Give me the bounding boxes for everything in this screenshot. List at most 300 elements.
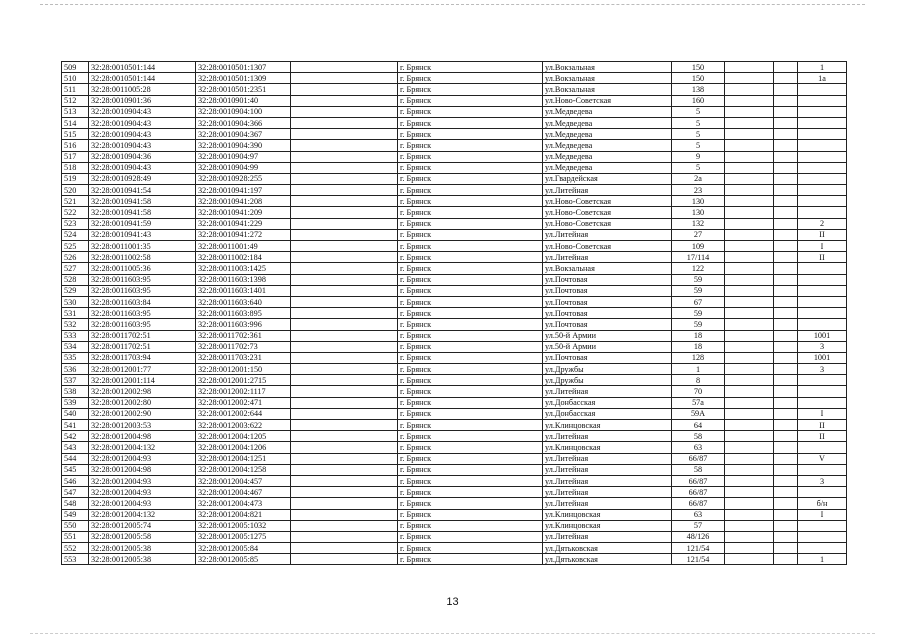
city-cell: г. Брянск	[398, 62, 543, 73]
building-cadastral-number-cell: 32:28:0010904:367	[196, 129, 291, 140]
row-number-cell: 524	[62, 229, 89, 240]
table-row	[62, 263, 847, 274]
land-cadastral-number-cell: 32:28:0012001:77	[89, 364, 196, 375]
building-cadastral-number-cell: 32:28:0010904:390	[196, 140, 291, 151]
row-number-cell: 550	[62, 520, 89, 531]
building-column-cell	[725, 185, 774, 196]
blank-column-cell	[291, 129, 398, 140]
extra-column-cell	[774, 364, 798, 375]
apartment-cell	[798, 285, 847, 296]
apartment-cell	[798, 375, 847, 386]
building-cadastral-number-cell: 32:28:0012001:150	[196, 364, 291, 375]
house-number-cell: 59	[672, 285, 725, 296]
apartment-cell: 1	[798, 62, 847, 73]
extra-column-cell	[774, 162, 798, 173]
apartment-cell: 3	[798, 364, 847, 375]
apartment-cell	[798, 151, 847, 162]
row-number-cell: 537	[62, 375, 89, 386]
blank-column-cell	[291, 420, 398, 431]
building-column-cell	[725, 73, 774, 84]
apartment-cell	[798, 129, 847, 140]
city-cell: г. Брянск	[398, 397, 543, 408]
land-cadastral-number-cell: 32:28:0012004:98	[89, 464, 196, 475]
extra-column-cell	[774, 129, 798, 140]
city-cell: г. Брянск	[398, 352, 543, 363]
land-cadastral-number-cell: 32:28:0012002:80	[89, 397, 196, 408]
street-cell: ул.Ново-Советская	[543, 95, 672, 106]
table-row	[62, 543, 847, 554]
street-cell: ул.Литейная	[543, 464, 672, 475]
building-column-cell	[725, 420, 774, 431]
house-number-cell: 2а	[672, 173, 725, 184]
street-cell: ул.Медведева	[543, 129, 672, 140]
extra-column-cell	[774, 453, 798, 464]
row-number-cell: 513	[62, 106, 89, 117]
extra-column-cell	[774, 554, 798, 565]
extra-column-cell	[774, 464, 798, 475]
row-number-cell: 531	[62, 308, 89, 319]
apartment-cell	[798, 464, 847, 475]
extra-column-cell	[774, 285, 798, 296]
table-row	[62, 196, 847, 207]
building-cadastral-number-cell: 32:28:0012005:85	[196, 554, 291, 565]
house-number-cell: 5	[672, 162, 725, 173]
extra-column-cell	[774, 241, 798, 252]
extra-column-cell	[774, 84, 798, 95]
blank-column-cell	[291, 218, 398, 229]
apartment-cell	[798, 308, 847, 319]
building-column-cell	[725, 520, 774, 531]
city-cell: г. Брянск	[398, 431, 543, 442]
table-row	[62, 498, 847, 509]
building-column-cell	[725, 442, 774, 453]
apartment-cell: 1001	[798, 330, 847, 341]
extra-column-cell	[774, 475, 798, 486]
building-cadastral-number-cell: 32:28:0010941:209	[196, 207, 291, 218]
land-cadastral-number-cell: 32:28:0010941:58	[89, 207, 196, 218]
city-cell: г. Брянск	[398, 308, 543, 319]
blank-column-cell	[291, 308, 398, 319]
table-row	[62, 84, 847, 95]
city-cell: г. Брянск	[398, 420, 543, 431]
street-cell: ул.Дружбы	[543, 364, 672, 375]
blank-column-cell	[291, 487, 398, 498]
land-cadastral-number-cell: 32:28:0010941:58	[89, 196, 196, 207]
city-cell: г. Брянск	[398, 252, 543, 263]
extra-column-cell	[774, 341, 798, 352]
blank-column-cell	[291, 106, 398, 117]
table-row	[62, 296, 847, 307]
blank-column-cell	[291, 364, 398, 375]
house-number-cell: 18	[672, 330, 725, 341]
blank-column-cell	[291, 408, 398, 419]
row-number-cell: 536	[62, 364, 89, 375]
house-number-cell: 66/87	[672, 453, 725, 464]
house-number-cell: 130	[672, 207, 725, 218]
street-cell: ул.Почтовая	[543, 285, 672, 296]
house-number-cell: 138	[672, 84, 725, 95]
street-cell: ул.Литейная	[543, 453, 672, 464]
street-cell: ул.50-й Армии	[543, 341, 672, 352]
table-row	[62, 95, 847, 106]
apartment-cell	[798, 173, 847, 184]
land-cadastral-number-cell: 32:28:0010501:144	[89, 73, 196, 84]
blank-column-cell	[291, 453, 398, 464]
row-number-cell: 522	[62, 207, 89, 218]
street-cell: ул.Клинцовская	[543, 509, 672, 520]
apartment-cell: б/н	[798, 498, 847, 509]
land-cadastral-number-cell: 32:28:0011703:94	[89, 352, 196, 363]
street-cell: ул.Вокзальная	[543, 62, 672, 73]
blank-column-cell	[291, 140, 398, 151]
street-cell: ул.Медведева	[543, 140, 672, 151]
city-cell: г. Брянск	[398, 151, 543, 162]
table-row	[62, 475, 847, 486]
table-row	[62, 420, 847, 431]
apartment-cell: 1001	[798, 352, 847, 363]
street-cell: ул.50-й Армии	[543, 330, 672, 341]
land-cadastral-number-cell: 32:28:0010904:36	[89, 151, 196, 162]
city-cell: г. Брянск	[398, 185, 543, 196]
table-row	[62, 207, 847, 218]
apartment-cell: I	[798, 509, 847, 520]
house-number-cell: 122	[672, 263, 725, 274]
land-cadastral-number-cell: 32:28:0011603:95	[89, 308, 196, 319]
building-column-cell	[725, 319, 774, 330]
house-number-cell: 59	[672, 319, 725, 330]
extra-column-cell	[774, 296, 798, 307]
city-cell: г. Брянск	[398, 543, 543, 554]
row-number-cell: 517	[62, 151, 89, 162]
apartment-cell: V	[798, 453, 847, 464]
street-cell: ул.Клинцовская	[543, 520, 672, 531]
row-number-cell: 520	[62, 185, 89, 196]
house-number-cell: 23	[672, 185, 725, 196]
house-number-cell: 48/126	[672, 531, 725, 542]
land-cadastral-number-cell: 32:28:0012005:38	[89, 554, 196, 565]
building-cadastral-number-cell: 32:28:0011603:895	[196, 308, 291, 319]
table-row	[62, 117, 847, 128]
row-number-cell: 535	[62, 352, 89, 363]
land-cadastral-number-cell: 32:28:0010941:59	[89, 218, 196, 229]
building-cadastral-number-cell: 32:28:0012004:1205	[196, 431, 291, 442]
building-column-cell	[725, 554, 774, 565]
building-column-cell	[725, 252, 774, 263]
table-row	[62, 408, 847, 419]
extra-column-cell	[774, 185, 798, 196]
building-cadastral-number-cell: 32:28:0012002:1117	[196, 386, 291, 397]
apartment-cell: 1а	[798, 73, 847, 84]
blank-column-cell	[291, 341, 398, 352]
building-column-cell	[725, 308, 774, 319]
row-number-cell: 533	[62, 330, 89, 341]
row-number-cell: 553	[62, 554, 89, 565]
building-cadastral-number-cell: 32:28:0011003:1425	[196, 263, 291, 274]
apartment-cell	[798, 207, 847, 218]
street-cell: ул.Вокзальная	[543, 263, 672, 274]
extra-column-cell	[774, 252, 798, 263]
apartment-cell: 1	[798, 554, 847, 565]
table-row	[62, 520, 847, 531]
house-number-cell: 64	[672, 420, 725, 431]
building-cadastral-number-cell: 32:28:0012002:644	[196, 408, 291, 419]
row-number-cell: 511	[62, 84, 89, 95]
house-number-cell: 132	[672, 218, 725, 229]
blank-column-cell	[291, 352, 398, 363]
extra-column-cell	[774, 73, 798, 84]
street-cell: ул.Почтовая	[543, 319, 672, 330]
row-number-cell: 539	[62, 397, 89, 408]
row-number-cell: 529	[62, 285, 89, 296]
extra-column-cell	[774, 509, 798, 520]
land-cadastral-number-cell: 32:28:0011702:51	[89, 341, 196, 352]
table-row	[62, 229, 847, 240]
building-column-cell	[725, 117, 774, 128]
table-row	[62, 162, 847, 173]
land-cadastral-number-cell: 32:28:0011005:36	[89, 263, 196, 274]
blank-column-cell	[291, 252, 398, 263]
row-number-cell: 514	[62, 117, 89, 128]
land-cadastral-number-cell: 32:28:0011603:95	[89, 274, 196, 285]
house-number-cell: 160	[672, 95, 725, 106]
extra-column-cell	[774, 229, 798, 240]
city-cell: г. Брянск	[398, 207, 543, 218]
street-cell: ул.Литейная	[543, 475, 672, 486]
building-cadastral-number-cell: 32:28:0012003:622	[196, 420, 291, 431]
building-column-cell	[725, 352, 774, 363]
building-cadastral-number-cell: 32:28:0012002:471	[196, 397, 291, 408]
table-row	[62, 151, 847, 162]
street-cell: ул.Донбасская	[543, 397, 672, 408]
table-row	[62, 386, 847, 397]
city-cell: г. Брянск	[398, 241, 543, 252]
street-cell: ул.Дружбы	[543, 375, 672, 386]
building-column-cell	[725, 498, 774, 509]
blank-column-cell	[291, 95, 398, 106]
building-column-cell	[725, 509, 774, 520]
street-cell: ул.Дятьковская	[543, 554, 672, 565]
extra-column-cell	[774, 95, 798, 106]
row-number-cell: 512	[62, 95, 89, 106]
building-cadastral-number-cell: 32:28:0012004:1258	[196, 464, 291, 475]
house-number-cell: 66/87	[672, 498, 725, 509]
blank-column-cell	[291, 296, 398, 307]
table-row	[62, 73, 847, 84]
city-cell: г. Брянск	[398, 442, 543, 453]
building-column-cell	[725, 330, 774, 341]
street-cell: ул.Ново-Советская	[543, 207, 672, 218]
city-cell: г. Брянск	[398, 487, 543, 498]
city-cell: г. Брянск	[398, 263, 543, 274]
blank-column-cell	[291, 520, 398, 531]
house-number-cell: 121/54	[672, 543, 725, 554]
row-number-cell: 516	[62, 140, 89, 151]
extra-column-cell	[774, 352, 798, 363]
building-column-cell	[725, 84, 774, 95]
house-number-cell: 59	[672, 274, 725, 285]
row-number-cell: 552	[62, 543, 89, 554]
land-cadastral-number-cell: 32:28:0010904:43	[89, 117, 196, 128]
city-cell: г. Брянск	[398, 554, 543, 565]
row-number-cell: 523	[62, 218, 89, 229]
row-number-cell: 526	[62, 252, 89, 263]
building-column-cell	[725, 274, 774, 285]
scan-top-edge	[40, 4, 865, 5]
extra-column-cell	[774, 420, 798, 431]
land-cadastral-number-cell: 32:28:0012004:93	[89, 498, 196, 509]
house-number-cell: 9	[672, 151, 725, 162]
street-cell: ул.Литейная	[543, 252, 672, 263]
street-cell: ул.Медведева	[543, 106, 672, 117]
extra-column-cell	[774, 442, 798, 453]
table-row	[62, 375, 847, 386]
apartment-cell	[798, 140, 847, 151]
street-cell: ул.Почтовая	[543, 352, 672, 363]
city-cell: г. Брянск	[398, 531, 543, 542]
street-cell: ул.Ново-Советская	[543, 196, 672, 207]
register-page	[61, 61, 846, 565]
street-cell: ул.Почтовая	[543, 274, 672, 285]
apartment-cell	[798, 117, 847, 128]
street-cell: ул.Ново-Советская	[543, 218, 672, 229]
row-number-cell: 546	[62, 475, 89, 486]
page-number: 13	[446, 596, 459, 608]
house-number-cell: 5	[672, 106, 725, 117]
row-number-cell: 509	[62, 62, 89, 73]
scan-bottom-edge	[30, 633, 875, 634]
house-number-cell: 57	[672, 520, 725, 531]
row-number-cell: 541	[62, 420, 89, 431]
extra-column-cell	[774, 106, 798, 117]
apartment-cell	[798, 442, 847, 453]
table-row	[62, 442, 847, 453]
building-cadastral-number-cell: 32:28:0010904:366	[196, 117, 291, 128]
table-row	[62, 285, 847, 296]
table-row	[62, 218, 847, 229]
land-cadastral-number-cell: 32:28:0010901:36	[89, 95, 196, 106]
row-number-cell: 549	[62, 509, 89, 520]
city-cell: г. Брянск	[398, 330, 543, 341]
building-column-cell	[725, 218, 774, 229]
street-cell: ул.Медведева	[543, 162, 672, 173]
land-cadastral-number-cell: 32:28:0012002:98	[89, 386, 196, 397]
building-cadastral-number-cell: 32:28:0012004:1206	[196, 442, 291, 453]
street-cell: ул.Дятьковская	[543, 543, 672, 554]
building-cadastral-number-cell: 32:28:0011702:73	[196, 341, 291, 352]
house-number-cell: 59А	[672, 408, 725, 419]
blank-column-cell	[291, 431, 398, 442]
street-cell: ул.Литейная	[543, 185, 672, 196]
building-cadastral-number-cell: 32:28:0012004:473	[196, 498, 291, 509]
city-cell: г. Брянск	[398, 285, 543, 296]
extra-column-cell	[774, 196, 798, 207]
row-number-cell: 543	[62, 442, 89, 453]
city-cell: г. Брянск	[398, 218, 543, 229]
blank-column-cell	[291, 173, 398, 184]
property-register-table	[61, 61, 847, 565]
building-cadastral-number-cell: 32:28:0011603:1401	[196, 285, 291, 296]
land-cadastral-number-cell: 32:28:0012004:93	[89, 453, 196, 464]
apartment-cell: II	[798, 229, 847, 240]
building-cadastral-number-cell: 32:28:0010501:1307	[196, 62, 291, 73]
building-column-cell	[725, 151, 774, 162]
street-cell: ул.Литейная	[543, 431, 672, 442]
extra-column-cell	[774, 173, 798, 184]
city-cell: г. Брянск	[398, 498, 543, 509]
land-cadastral-number-cell: 32:28:0011702:51	[89, 330, 196, 341]
apartment-cell: 3	[798, 341, 847, 352]
blank-column-cell	[291, 543, 398, 554]
city-cell: г. Брянск	[398, 453, 543, 464]
city-cell: г. Брянск	[398, 106, 543, 117]
land-cadastral-number-cell: 32:28:0011005:28	[89, 84, 196, 95]
house-number-cell: 27	[672, 229, 725, 240]
land-cadastral-number-cell: 32:28:0011002:58	[89, 252, 196, 263]
building-column-cell	[725, 487, 774, 498]
street-cell: ул.Медведева	[543, 117, 672, 128]
blank-column-cell	[291, 185, 398, 196]
row-number-cell: 542	[62, 431, 89, 442]
land-cadastral-number-cell: 32:28:0012003:53	[89, 420, 196, 431]
table-row	[62, 140, 847, 151]
blank-column-cell	[291, 196, 398, 207]
building-column-cell	[725, 263, 774, 274]
row-number-cell: 515	[62, 129, 89, 140]
land-cadastral-number-cell: 32:28:0011603:84	[89, 296, 196, 307]
blank-column-cell	[291, 464, 398, 475]
row-number-cell: 530	[62, 296, 89, 307]
land-cadastral-number-cell: 32:28:0012005:58	[89, 531, 196, 542]
blank-column-cell	[291, 274, 398, 285]
land-cadastral-number-cell: 32:28:0010928:49	[89, 173, 196, 184]
blank-column-cell	[291, 498, 398, 509]
city-cell: г. Брянск	[398, 375, 543, 386]
building-cadastral-number-cell: 32:28:0010928:255	[196, 173, 291, 184]
building-cadastral-number-cell: 32:28:0010941:272	[196, 229, 291, 240]
apartment-cell: II	[798, 252, 847, 263]
extra-column-cell	[774, 330, 798, 341]
house-number-cell: 63	[672, 509, 725, 520]
row-number-cell: 540	[62, 408, 89, 419]
land-cadastral-number-cell: 32:28:0012004:93	[89, 487, 196, 498]
apartment-cell: II	[798, 431, 847, 442]
land-cadastral-number-cell: 32:28:0010941:43	[89, 229, 196, 240]
building-column-cell	[725, 296, 774, 307]
city-cell: г. Брянск	[398, 129, 543, 140]
table-row	[62, 319, 847, 330]
house-number-cell: 109	[672, 241, 725, 252]
house-number-cell: 5	[672, 140, 725, 151]
building-cadastral-number-cell: 32:28:0010941:229	[196, 218, 291, 229]
apartment-cell	[798, 263, 847, 274]
city-cell: г. Брянск	[398, 509, 543, 520]
building-column-cell	[725, 106, 774, 117]
city-cell: г. Брянск	[398, 173, 543, 184]
extra-column-cell	[774, 117, 798, 128]
table-row	[62, 308, 847, 319]
city-cell: г. Брянск	[398, 319, 543, 330]
row-number-cell: 548	[62, 498, 89, 509]
extra-column-cell	[774, 431, 798, 442]
building-column-cell	[725, 140, 774, 151]
building-column-cell	[725, 397, 774, 408]
land-cadastral-number-cell: 32:28:0012004:132	[89, 509, 196, 520]
blank-column-cell	[291, 319, 398, 330]
street-cell: ул.Вокзальная	[543, 73, 672, 84]
table-row	[62, 274, 847, 285]
apartment-cell: 2	[798, 218, 847, 229]
city-cell: г. Брянск	[398, 117, 543, 128]
